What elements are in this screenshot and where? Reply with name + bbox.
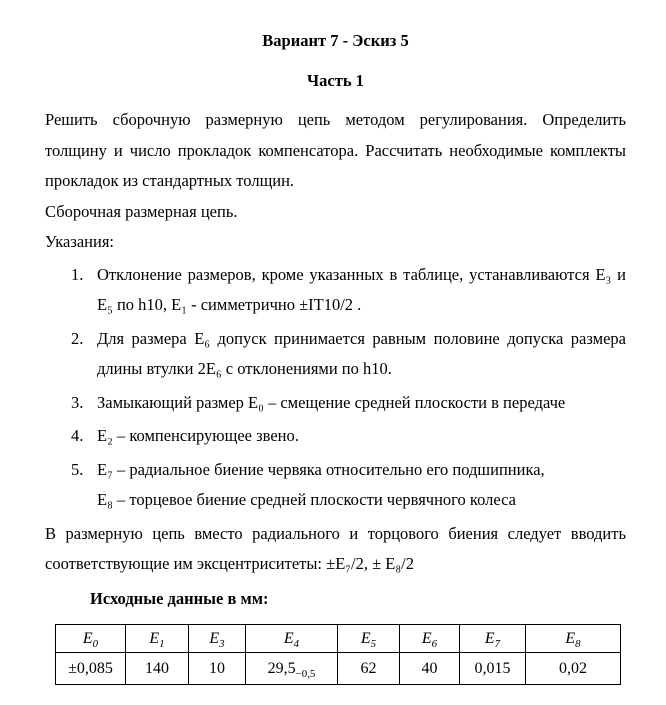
table-value-cell: 0,015 — [460, 653, 526, 685]
table-caption: Исходные данные в мм: — [90, 588, 269, 608]
table-header-cell: $E_6$ — [400, 625, 460, 653]
table-header-cell: $E_8$ — [526, 625, 621, 653]
list-item-text: Отклонение размеров, кроме указанных в таблице, устанавливаются E₃ и E₅ по h10, E₁ - симметрично ±IT10/2 . — [97, 264, 626, 315]
table-header-row — [56, 625, 621, 653]
list-item-text: E₂ – компенсирующее звено. — [97, 426, 299, 446]
table-value-cell: 140 — [126, 653, 189, 685]
table-value-row — [56, 653, 621, 685]
list-item — [45, 388, 626, 419]
table-value-cell: 0,02 — [526, 653, 621, 685]
table-header-cell: $E_4$ — [246, 625, 338, 653]
list-item-number: 5. — [71, 459, 84, 479]
list-item — [45, 324, 626, 385]
list-item — [45, 421, 626, 452]
list-item-text: E₇ – радиальное биение червяка относительно его подшипника, — [97, 459, 545, 479]
list-item-text: Замыкающий размер E₀ – смещение средней плоскости в передаче — [97, 392, 566, 412]
table-header-cell: $E_1$ — [126, 625, 189, 653]
table-header-cell: $E_0$ — [56, 625, 126, 653]
table-value-cell: $29,5_{-0,5}$ — [246, 653, 338, 685]
table-value-cell: 40 — [400, 653, 460, 685]
assembly-chain-line: Сборочная размерная цепь. — [45, 201, 238, 221]
list-item-number: 1. — [71, 264, 84, 284]
list-item-text: Для размера E₆ допуск принимается равным половине допуска размера длины втулки 2E₆ с отклонениями по h10. — [97, 328, 626, 379]
table-value-cell: 62 — [338, 653, 400, 685]
table-value-cell: 10 — [189, 653, 246, 685]
input-data-table — [55, 624, 621, 685]
table-header-cell: $E_5$ — [338, 625, 400, 653]
eccentricity-note: В размерную цепь вместо радиального и торцового биения следует вводить соответствующие им эксцентриситеты: ±E₇/2, ± E₈/2 — [45, 523, 626, 574]
table-value-cell: ±0,085 — [56, 653, 126, 685]
notes-label: Указания: — [45, 232, 114, 252]
table-header-cell: $E_3$ — [189, 625, 246, 653]
intro-paragraph: Решить сборочную размерную цепь методом регулирования. Определить толщину и число прокладок компенсатора. Рассчитать необходимые комплекты прокладок из стандартных толщин. — [45, 110, 626, 191]
list-item — [45, 260, 626, 321]
table-header-cell: $E_7$ — [460, 625, 526, 653]
document-title: Вариант 7 - Эскиз 5 — [262, 31, 409, 50]
list-item-number: 4. — [71, 426, 84, 446]
list-item-text-line2: E₈ – торцевое биение средней плоскости червячного колеса — [97, 490, 516, 510]
list-item-number: 3. — [71, 392, 84, 412]
list-item — [45, 455, 626, 516]
notes-list — [45, 260, 626, 516]
document-subtitle: Часть 1 — [307, 70, 364, 90]
list-item-number: 2. — [71, 328, 84, 348]
